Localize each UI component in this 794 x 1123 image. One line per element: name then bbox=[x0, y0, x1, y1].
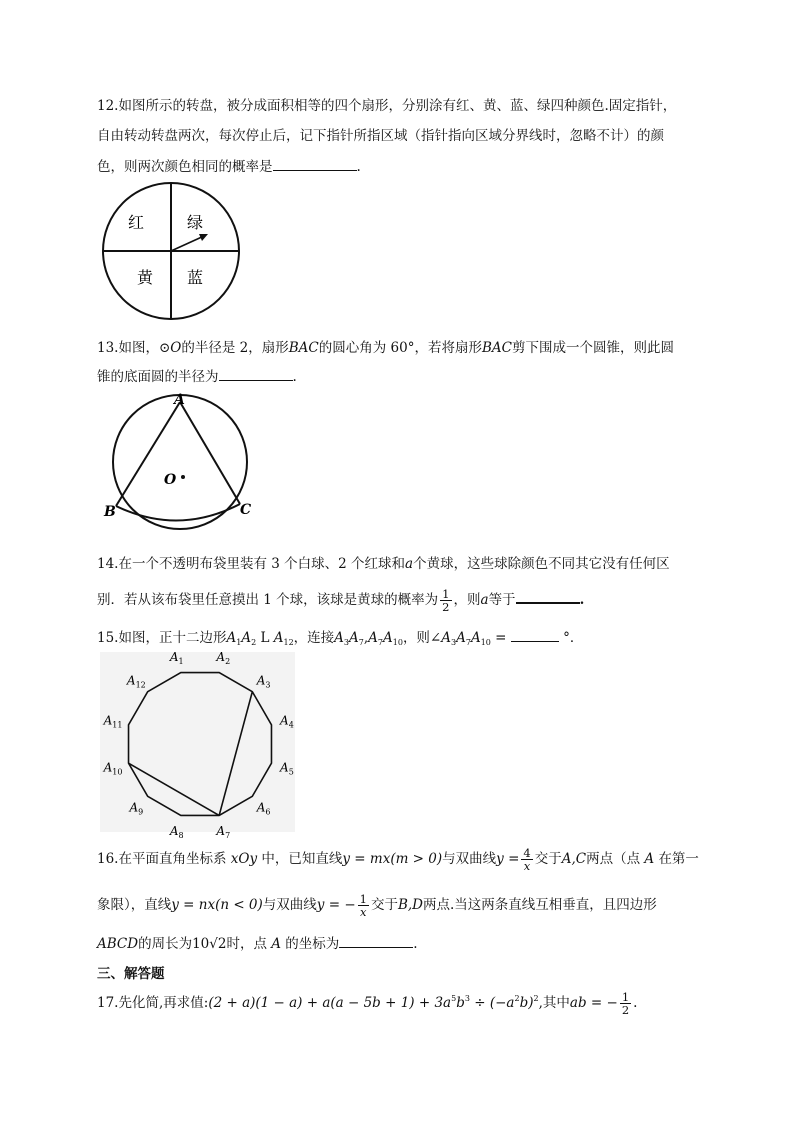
q15-seq-mid: L bbox=[260, 630, 270, 646]
q17-ab: ab bbox=[569, 995, 587, 1011]
q16-pts2: B,D bbox=[397, 897, 424, 913]
q15-connect: ，连接 bbox=[293, 630, 335, 646]
q17-exp2b: 2 bbox=[533, 994, 539, 1003]
q16-eq3: y = nx(n < 0) bbox=[171, 897, 263, 913]
center-point-o bbox=[181, 475, 185, 479]
q17-prefix: 17.先化简,再求值: bbox=[97, 995, 209, 1011]
q14-frac-den: 2 bbox=[442, 600, 450, 614]
q16-text-h: 与双曲线 bbox=[262, 897, 317, 913]
label-b: B bbox=[104, 504, 116, 520]
q16-frac2 bbox=[358, 893, 369, 918]
q12-line3-text: 色，则两次颜色相同的概率是 bbox=[97, 159, 273, 175]
q14-line2 bbox=[97, 588, 584, 613]
q15-seq-first: A bbox=[226, 630, 237, 646]
q14-line1 bbox=[97, 555, 670, 573]
q15-seq-first-sub: 1 bbox=[236, 638, 242, 647]
q17-exp2: 2 bbox=[514, 994, 520, 1003]
q16-eq1: y = mx(m > 0) bbox=[342, 851, 443, 867]
q16-text-c: 与双曲线 bbox=[442, 851, 497, 867]
vertex-label-a6: $A_6$ bbox=[256, 800, 271, 817]
q12-line3-end: . bbox=[356, 159, 361, 175]
q16-pts1: A,C bbox=[561, 851, 587, 867]
q16-eq4-lhs: y = − bbox=[316, 897, 356, 913]
q16-text-m: 的坐标为 bbox=[285, 936, 340, 952]
q14-text-c: 别．若从该布袋里任意摸出 1 个球，该球是黄球的概率为 bbox=[97, 592, 439, 608]
q16-text-f: 在第一 bbox=[658, 851, 699, 867]
q15-answer-blank bbox=[511, 627, 559, 642]
q17-div: ÷ (−a bbox=[469, 995, 515, 1011]
q15-seq-second: A bbox=[241, 630, 252, 646]
q17-frac-den: 2 bbox=[621, 1003, 630, 1017]
vertex-label-a7: $A_7$ bbox=[216, 823, 231, 840]
q13-var-bac: BAC bbox=[288, 340, 319, 356]
label-a: A bbox=[174, 392, 185, 408]
q13-text-c: 的圆心角为 60°，若将扇形 bbox=[318, 340, 482, 356]
q17-frac-num: 1 bbox=[621, 990, 630, 1004]
q15-ang-a: A bbox=[441, 630, 451, 646]
q16-line2 bbox=[97, 893, 657, 918]
q13-line2 bbox=[97, 366, 297, 386]
q15-seg1-a: A bbox=[334, 630, 344, 646]
q13-text-b: 的半径是 2，扇形 bbox=[181, 340, 289, 356]
q13-answer-blank bbox=[219, 366, 293, 381]
q17-expr: (2 + a)(1 − a) + a(a − 5b + 1) + 3a bbox=[208, 995, 452, 1011]
q17-b3: b bbox=[456, 995, 465, 1011]
q13-text-d: 剪下围成一个圆锥，则此圆 bbox=[511, 340, 674, 356]
q16-frac1 bbox=[521, 847, 532, 872]
segment-ab bbox=[116, 402, 180, 506]
q16-text-j: 两点.当这两条直线互相垂直，且四边形 bbox=[423, 897, 657, 913]
q14-text-b: 个黄球，这些球除颜色不同其它没有任何区 bbox=[413, 556, 670, 572]
q14-frac-num: 1 bbox=[442, 587, 450, 601]
q16-abcd: ABCD bbox=[97, 936, 139, 952]
q15-ang-a-sub: 3 bbox=[451, 638, 457, 647]
label-o: O bbox=[164, 472, 177, 488]
q15-seg2-b-sub: 10 bbox=[392, 638, 403, 647]
q16-eq2-lhs: y = bbox=[496, 851, 520, 867]
q14-var-a2: a bbox=[480, 592, 489, 608]
label-c: C bbox=[240, 502, 252, 518]
sector-yellow-label: 黄 bbox=[136, 268, 154, 287]
spinner-figure bbox=[98, 178, 244, 324]
sector-green-label: 绿 bbox=[186, 213, 204, 232]
q13-line2-end: . bbox=[292, 369, 297, 385]
circle-o bbox=[113, 395, 247, 529]
q12-line2: 自由转动转盘两次，每次停止后，记下指针所指区域（指针指向区域分界线时，忽略不计）的颜 bbox=[97, 128, 664, 144]
q15-unit: °． bbox=[563, 630, 584, 646]
q14-text-d: ，则 bbox=[453, 592, 481, 608]
q17-end: . bbox=[633, 995, 638, 1011]
section-title-3: 三、解答题 bbox=[97, 966, 165, 982]
spinner-pointer bbox=[171, 236, 204, 251]
q15-prefix: 15.如图，正十二边形 bbox=[97, 630, 227, 646]
q16-text-g: 象限），直线 bbox=[97, 897, 172, 913]
q16-text-e: 两点（点 bbox=[586, 851, 641, 867]
q16-text-l: 时，点 bbox=[226, 936, 267, 952]
vertex-label-a12: $A_{12}$ bbox=[126, 673, 146, 690]
sector-blue-label: 蓝 bbox=[186, 268, 204, 287]
q14-text-e: 等于 bbox=[488, 592, 516, 608]
q16-frac2-num: 1 bbox=[359, 892, 367, 906]
q15-ang-b: A bbox=[456, 630, 466, 646]
vertex-label-a5: $A_5$ bbox=[280, 760, 294, 777]
q15-ang-c-sub: 10 bbox=[480, 638, 491, 647]
vertex-label-a2: $A_2$ bbox=[216, 650, 231, 667]
q15-line bbox=[97, 627, 583, 652]
q14-var-a: a bbox=[405, 556, 414, 572]
q17-line bbox=[97, 990, 637, 1016]
q12-line3 bbox=[97, 156, 361, 176]
q16-line3-end: . bbox=[413, 936, 418, 952]
q17-eq: = − bbox=[586, 995, 618, 1011]
q13-line1 bbox=[97, 339, 674, 357]
q13-line2-text: 锥的底面圆的半径为 bbox=[97, 369, 219, 385]
q13-var-bac2: BAC bbox=[481, 340, 512, 356]
vertex-label-a4: $A_4$ bbox=[280, 713, 294, 730]
q14-line2-end: . bbox=[579, 592, 585, 608]
q15-ang-b-sub: 7 bbox=[465, 638, 471, 647]
q15-ang-c: A bbox=[470, 630, 481, 646]
q16-text-k: 的周长为 bbox=[138, 936, 193, 952]
q16-frac1-den: x bbox=[523, 859, 531, 873]
q13-var-o: O bbox=[170, 340, 182, 356]
q16-xoy: xOy bbox=[230, 851, 258, 867]
q15-seg2-a: A bbox=[368, 630, 378, 646]
vertex-label-a11: $A_{11}$ bbox=[103, 713, 123, 730]
vertex-label-a9: $A_9$ bbox=[129, 800, 144, 817]
q17-exp3: 3 bbox=[464, 994, 470, 1003]
q15-seq-last: A bbox=[273, 630, 284, 646]
q14-text-a: 14.在一个不透明布袋里装有 3 个白球、2 个红球和 bbox=[97, 556, 406, 572]
q15-equals: = bbox=[490, 630, 511, 646]
q17-where: ,其中 bbox=[538, 995, 570, 1011]
q16-answer-blank bbox=[339, 933, 413, 948]
q15-seg2-b: A bbox=[383, 630, 393, 646]
vertex-label-a1: $A_1$ bbox=[169, 650, 184, 667]
q15-seg1-a-sub: 3 bbox=[343, 638, 350, 647]
q15-seq-second-sub: 2 bbox=[251, 638, 257, 647]
q17-exp5: 5 bbox=[451, 994, 457, 1003]
q16-text-b: 中，已知直线 bbox=[261, 851, 343, 867]
vertex-label-a3: $A_3$ bbox=[256, 673, 271, 690]
q15-seg1-b-sub: 7 bbox=[358, 638, 364, 647]
q15-sep: , bbox=[363, 630, 369, 646]
q12-line1: 12.如图所示的转盘，被分成面积相等的四个扇形，分别涂有红、黄、蓝、绿四种颜色.固定指针， bbox=[97, 98, 677, 114]
q14-fraction bbox=[440, 588, 451, 613]
q15-seg2-a-sub: 7 bbox=[377, 638, 383, 647]
q17-bclose: b) bbox=[519, 995, 534, 1011]
q15-seg1-b: A bbox=[349, 630, 359, 646]
vertex-label-a8: $A_8$ bbox=[169, 823, 184, 840]
sector-circle-figure bbox=[100, 390, 260, 530]
q16-frac1-num: 4 bbox=[523, 846, 531, 860]
sector-red-label: 红 bbox=[127, 213, 145, 232]
q12-answer-blank bbox=[273, 156, 357, 171]
q16-line1 bbox=[97, 847, 699, 872]
q14-answer-blank bbox=[516, 588, 580, 604]
q16-pt-a2: A bbox=[271, 936, 281, 952]
q13-text-a: 13.如图，⊙ bbox=[97, 340, 171, 356]
q15-seq-last-sub: 12 bbox=[283, 638, 294, 647]
q17-fraction bbox=[620, 991, 631, 1016]
q16-text-a: 16.在平面直角坐标系 bbox=[97, 851, 227, 867]
q15-then: ，则∠ bbox=[402, 630, 442, 646]
q16-pt-a: A bbox=[644, 851, 655, 867]
q16-frac2-den: x bbox=[360, 905, 367, 919]
q16-line3 bbox=[97, 933, 418, 953]
q16-perim: 10√2 bbox=[192, 936, 227, 952]
q16-text-d: 交于 bbox=[534, 851, 562, 867]
vertex-label-a10: $A_{10}$ bbox=[103, 760, 123, 777]
dodecagon-figure bbox=[100, 650, 295, 840]
q16-text-i: 交于 bbox=[370, 897, 398, 913]
